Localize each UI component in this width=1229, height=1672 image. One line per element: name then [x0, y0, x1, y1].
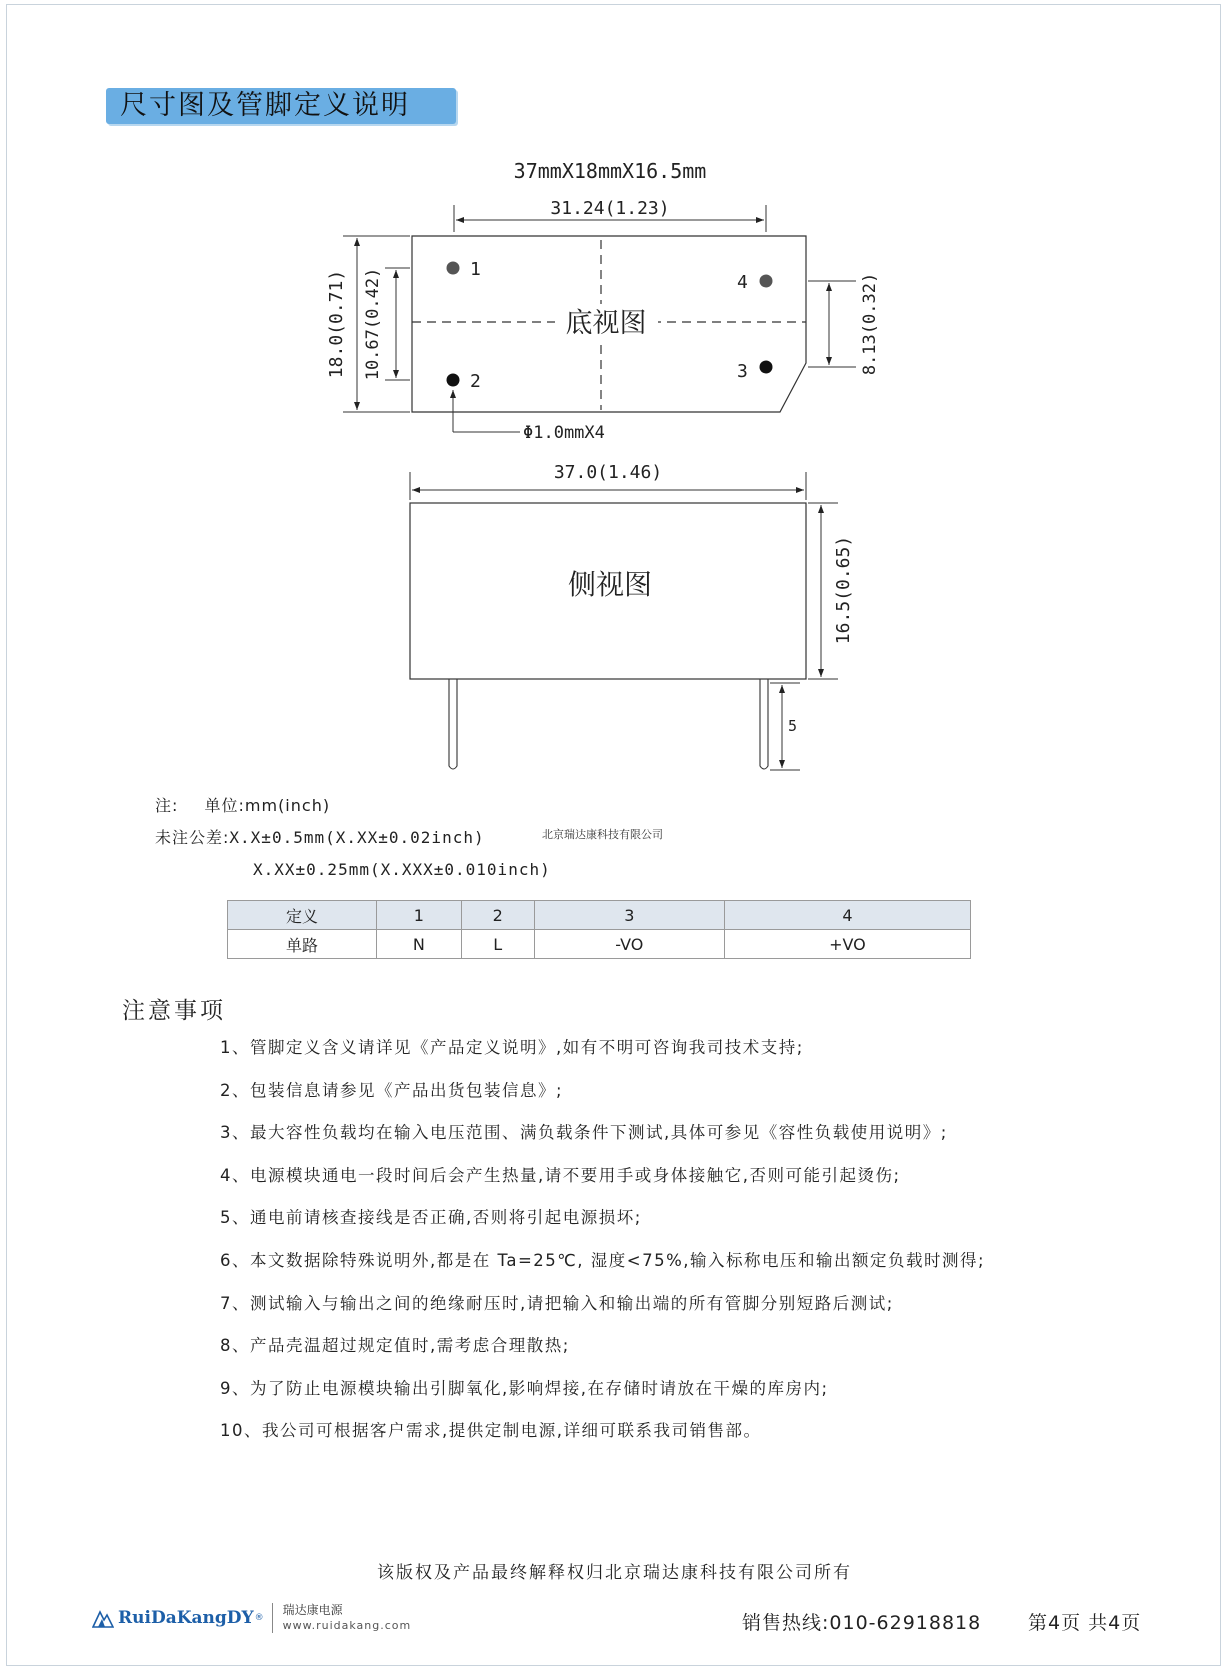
- table-cell: 单路: [228, 930, 377, 959]
- company-logo: [92, 1600, 411, 1636]
- note-prefix: 注:: [155, 796, 179, 815]
- brand-name-cn: 瑞达康电源: [282, 1603, 343, 1617]
- table-cell: L: [461, 930, 534, 959]
- table-header-cell: 4: [724, 901, 970, 930]
- tolerance-note-2: [155, 854, 551, 886]
- table-cell: -VO: [534, 930, 724, 959]
- sales-hotline: 销售热线:010-62918818: [742, 1612, 982, 1634]
- dimension-notes: [155, 790, 551, 886]
- list-item: 3、最大容性负载均在输入电压范围、满负载条件下测试,具体可参见《容性负载使用说明》;: [220, 1123, 948, 1143]
- side-view-label: 侧视图: [567, 568, 653, 601]
- section-title: 尺寸图及管脚定义说明: [106, 88, 456, 124]
- mountain-logo-icon: [92, 1608, 114, 1628]
- company-name-small: 北京瑞达康科技有限公司: [542, 828, 663, 841]
- table-cell: N: [377, 930, 462, 959]
- page-number: 第4页 共4页: [1028, 1612, 1142, 1634]
- list-item: 4、电源模块通电一段时间后会产生热量,请不要用手或身体接触它,否则可能引起烫伤;: [220, 1165, 901, 1185]
- pin-spacing-h-label: 31.24(1.23): [550, 198, 670, 219]
- pin-length-label: 5: [788, 717, 798, 735]
- list-item: 10、我公司可根据客户需求,提供定制电源,详细可联系我司销售部。: [220, 1421, 762, 1441]
- overall-size-label: 37mmX18mmX16.5mm: [513, 159, 707, 183]
- height-total-label: 18.0(0.71): [326, 269, 347, 379]
- pin-diameter-leader: [453, 390, 520, 432]
- precautions-title: 注意事项: [122, 998, 226, 1024]
- pin-2-label: 2: [470, 371, 481, 392]
- side-height-label: 16.5(0.65): [833, 535, 854, 645]
- pin-4-dot: [760, 275, 773, 288]
- list-item: 8、产品壳温超过规定值时,需考虑合理散热;: [220, 1336, 570, 1356]
- pin-1-label: 1: [470, 259, 481, 280]
- side-pin-right: [760, 679, 768, 769]
- registered-mark: ®: [254, 1613, 264, 1623]
- precautions-list: [220, 1027, 985, 1453]
- logo-text: [283, 1602, 412, 1634]
- pin-spacing-v-label: 10.67(0.42): [363, 267, 383, 381]
- unit-note: [155, 790, 551, 822]
- list-item: 1、管脚定义含义请详见《产品定义说明》,如有不明可咨询我司技术支持;: [220, 1038, 804, 1057]
- bottom-view-label: 底视图: [565, 308, 647, 339]
- right-spacing-label: 8.13(0.32): [860, 272, 880, 376]
- dimension-drawing: [0, 0, 1229, 800]
- table-header-cell: 3: [534, 901, 724, 930]
- length-label: 37.0(1.46): [553, 462, 663, 483]
- side-pin-left: [449, 679, 457, 769]
- pin-diameter-label: Φ1.0mmX4: [523, 423, 605, 443]
- pin-spacing-v-dimension: [385, 268, 410, 380]
- logo-divider: [272, 1603, 273, 1633]
- unit-text: 单位:mm(inch): [204, 796, 331, 815]
- pin-3-dot: [760, 361, 773, 374]
- table-header-cell: 1: [377, 901, 462, 930]
- brand-name: RuiDaKangDY: [118, 1608, 254, 1628]
- tolerance-1: X.X±0.5mm(X.XX±0.02inch): [229, 828, 485, 847]
- list-item: 2、包装信息请参见《产品出货包装信息》;: [220, 1080, 564, 1100]
- pin-2-dot: [447, 374, 460, 387]
- table-header-row: [228, 901, 971, 930]
- table-header-cell: 定义: [228, 901, 377, 930]
- table-header-cell: 2: [461, 901, 534, 930]
- pin-3-label: 3: [737, 361, 748, 382]
- pin-definition-table: [227, 900, 971, 959]
- right-spacing-dimension: [808, 281, 856, 367]
- tolerance-2: X.XX±0.25mm(X.XXX±0.010inch): [253, 860, 551, 879]
- list-item: 6、本文数据除特殊说明外,都是在 Ta=25℃, 湿度<75%,输入标称电压和输出额定负载时测得;: [220, 1250, 986, 1270]
- tolerance-note: [155, 822, 551, 854]
- pin-4-label: 4: [737, 272, 748, 293]
- list-item: 7、测试输入与输出之间的绝缘耐压时,请把输入和输出端的所有管脚分别短路后测试;: [220, 1293, 894, 1313]
- list-item: 9、为了防止电源模块输出引脚氧化,影响焊接,在存储时请放在干燥的库房内;: [220, 1378, 829, 1398]
- list-item: 5、通电前请核查接线是否正确,否则将引起电源损坏;: [220, 1208, 642, 1228]
- table-cell: +VO: [724, 930, 970, 959]
- table-row: [228, 930, 971, 959]
- tolerance-label: 未注公差:: [155, 828, 230, 847]
- website-link[interactable]: www.ruidakang.com: [282, 1619, 412, 1632]
- pin-1-dot: [447, 262, 460, 275]
- copyright-notice: 该版权及产品最终解释权归北京瑞达康科技有限公司所有: [377, 1563, 852, 1583]
